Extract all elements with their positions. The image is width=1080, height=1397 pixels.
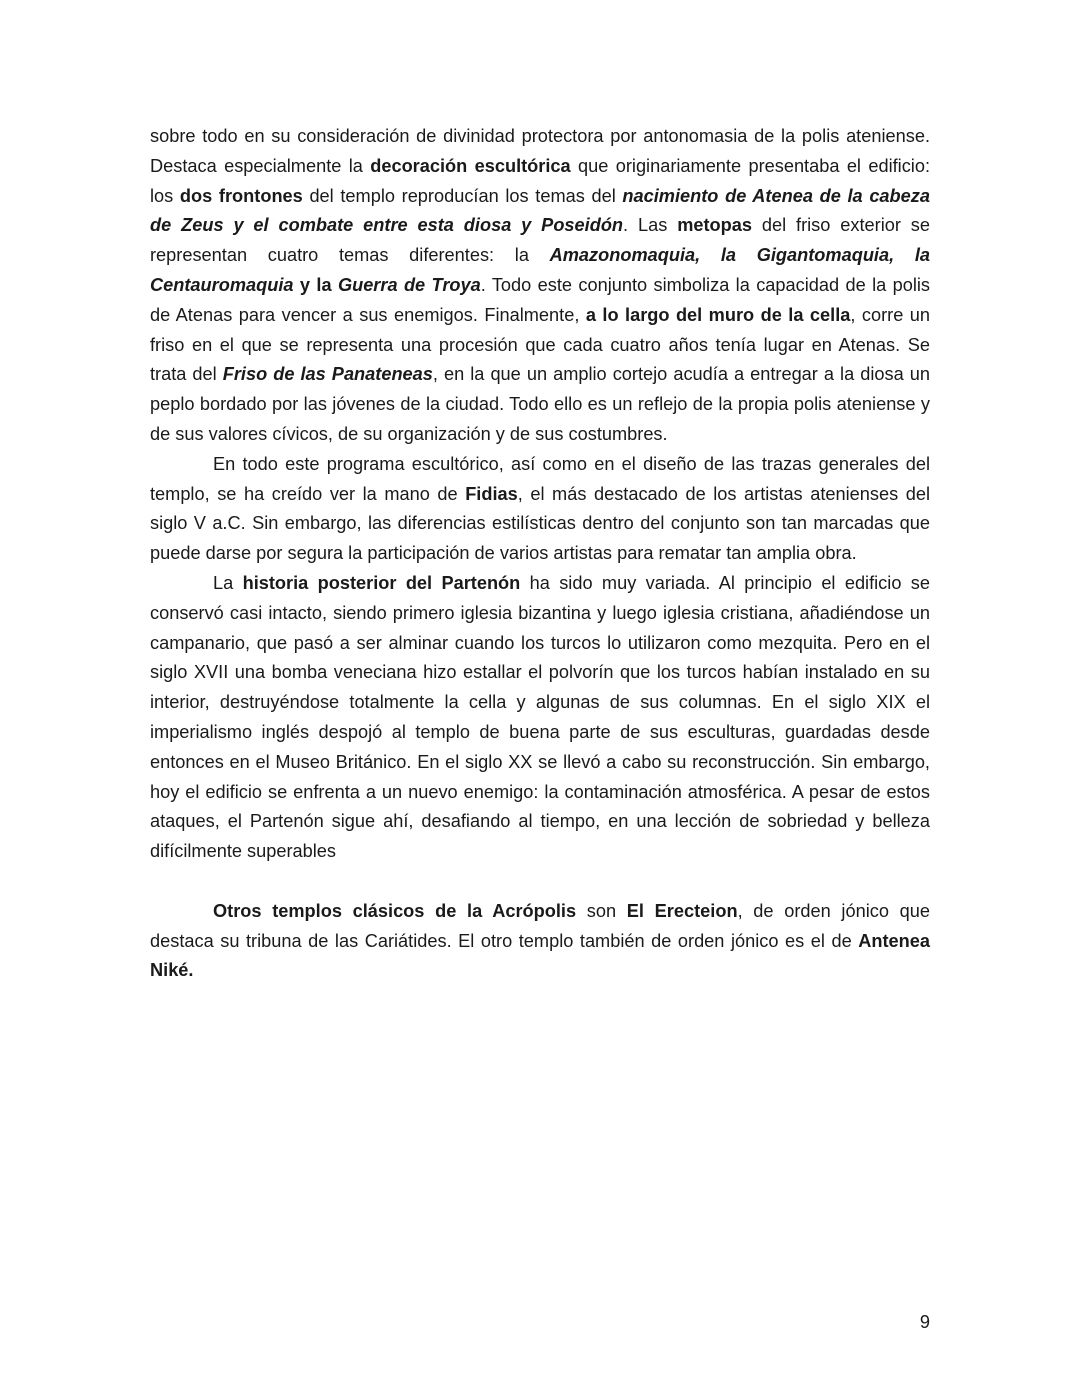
bold-term: Antenea Niké.	[150, 930, 930, 981]
paragraph-p2	[150, 450, 930, 569]
paragraph-p3	[150, 569, 930, 867]
text-run: La	[213, 572, 243, 593]
text-run: , en la que un amplio cortejo acudía a entregar a la diosa un peplo bordado por las jóvenes de la ciudad. Todo ello es un reflejo de la propia polis ateniense y de sus valores cívicos, de su organización y de sus costumbres.	[150, 364, 930, 444]
text-run: . Las	[623, 215, 678, 236]
paragraph-p1	[150, 122, 930, 450]
text-run: del friso exterior se representan cuatro temas diferentes: la	[150, 215, 931, 266]
paragraph-p4	[150, 897, 930, 986]
bold-term: historia posterior del Partenón	[242, 572, 521, 593]
text-run: , el más destacado de los artistas atenienses del siglo V a.C. Sin embargo, las diferencias estilísticas dentro del conjunto son tan marcadas que puede darse por segura la participación de varios artistas para rematar tan amplia obra.	[150, 483, 930, 564]
bold-term: y	[299, 274, 311, 295]
page-number: 9	[919, 1312, 930, 1332]
bold-term: Fidias	[465, 483, 518, 504]
bold-italic-term: nacimiento de Atenea de la cabeza de Zeus y el combate entre esta diosa y Poseidón	[150, 185, 930, 236]
text-run: del templo reproducían los temas del	[302, 185, 623, 206]
text-run: ha sido muy variada. Al principio el edificio se conservó casi intacto, siendo primero iglesia bizantina y luego iglesia cristiana, añadiéndose un campanario, que pasó a ser alminar cuando los turcos lo utilizaron como mezquita. Pero en el siglo XVII una bomba veneciana hizo estallar el polvorín que los turcos habían instalado en su interior, destruyéndose totalmente la cella y algunas de sus columnas. En el siglo XIX el imperialismo inglés despojó al templo de buena parte de sus esculturas, guardadas desde entonces en el Museo Británico. En el siglo XX se llevó a cabo su reconstrucción. Sin embargo, hoy el edificio se enfrenta a un nuevo enemigo: la contaminación atmosférica. A pesar de estos ataques, el Partenón sigue ahí, desafiando al tiempo, en una lección de sobriedad y belleza difícilmente superables	[150, 572, 930, 862]
bold-term: decoración escultórica	[370, 155, 571, 176]
text-run: En todo este programa escultórico, así como en el diseño de las trazas generales del templo, se ha creído ver la mano de	[150, 453, 930, 504]
bold-italic-term: Guerra de Troya	[337, 274, 481, 295]
text-run: que originariamente presentaba el edificio: los	[150, 155, 931, 206]
paragraph-spacer	[150, 867, 930, 897]
text-run: , de orden jónico que destaca su tribuna de las Cariátides. El otro templo también de orden jónico es el de	[150, 900, 930, 951]
text-run: son	[576, 900, 627, 921]
text-run: . Todo este conjunto simboliza la capacidad de la polis de Atenas para vencer a sus enemigos. Finalmente,	[150, 274, 930, 325]
bold-term: El Erecteion	[626, 900, 738, 921]
document-body	[150, 122, 930, 986]
text-run: sobre todo en su consideración de divinidad protectora por antonomasia de la polis ateniense. Destaca especialmente la	[150, 126, 930, 176]
bold-term: la	[316, 274, 332, 295]
bold-term: dos frontones	[179, 185, 303, 206]
bold-term: metopas	[677, 215, 752, 236]
bold-term: a lo largo del muro de la cella	[585, 304, 851, 325]
bold-italic-term: Amazonomaquia, la Gigantomaquia, la Centauromaquia	[150, 245, 930, 295]
text-run: , corre un friso en el que se representa una procesión que cada cuatro años tenía lugar en Atenas. Se trata del	[150, 304, 931, 385]
bold-term: Otros templos clásicos de la Acrópolis	[213, 900, 577, 921]
bold-italic-term: Friso de las Panateneas	[222, 364, 433, 385]
